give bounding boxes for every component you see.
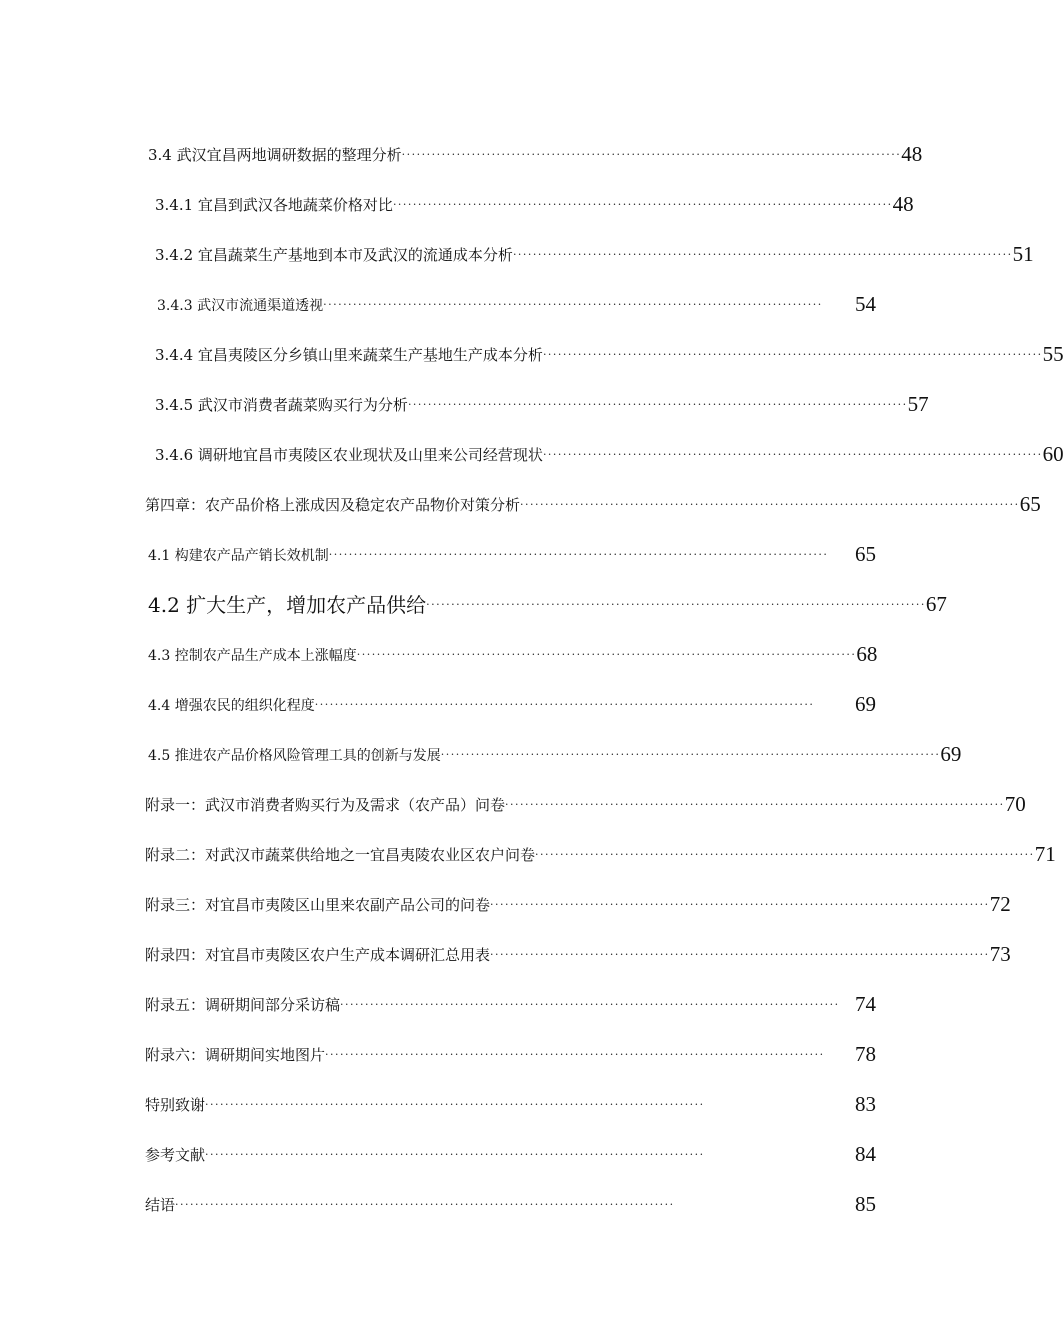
toc-entry-title: 3.4.6 调研地宜昌市夷陵区农业现状及山里来公司经营现状 bbox=[155, 446, 543, 464]
toc-entry bbox=[155, 336, 1064, 366]
toc-leader-dots: ···································································································· bbox=[535, 848, 1035, 861]
toc-entry-page: 69 bbox=[940, 742, 962, 766]
toc-entry bbox=[148, 136, 923, 166]
toc-leader-dots: ···································································································· bbox=[323, 298, 823, 311]
toc-entry bbox=[145, 786, 1026, 816]
toc-leader-dots: ···································································································· bbox=[392, 198, 893, 211]
toc-entry-page: 60 bbox=[1042, 442, 1064, 466]
toc-entry-title: 3.4.5 武汉市消费者蔬菜购买行为分析 bbox=[155, 396, 408, 414]
toc-entry-page: 48 bbox=[892, 192, 914, 216]
toc-entry bbox=[155, 436, 1064, 466]
toc-entry-page: 65 bbox=[855, 542, 876, 566]
toc-leader-dots: ···································································································· bbox=[328, 548, 829, 561]
toc-entry-title: 3.4.4 宜昌夷陵区分乡镇山里来蔬菜生产基地生产成本分析 bbox=[155, 346, 543, 364]
toc-entry-page: 68 bbox=[856, 642, 878, 666]
toc-entry bbox=[145, 986, 876, 1016]
toc-entry bbox=[148, 586, 947, 617]
toc-entry bbox=[148, 686, 876, 716]
toc-entry-page: 54 bbox=[855, 292, 876, 316]
toc-entry bbox=[145, 1086, 876, 1116]
toc-entry-page: 72 bbox=[989, 892, 1011, 916]
toc-entry bbox=[148, 536, 876, 566]
toc-entry-title: 附录三：对宜昌市夷陵区山里来农副产品公司的问卷 bbox=[145, 896, 491, 914]
toc-entry-title: 4.5 推进农产品价格风险管理工具的创新与发展 bbox=[148, 748, 441, 764]
toc-entry-page: 51 bbox=[1012, 242, 1034, 266]
toc-leader-dots: ···································································································· bbox=[356, 648, 857, 661]
toc-entry-title: 3.4.1 宜昌到武汉各地蔬菜价格对比 bbox=[155, 196, 393, 214]
toc-entry-title: 附录二：对武汉市蔬菜供给地之一宜昌夷陵农业区农户问卷 bbox=[145, 846, 536, 864]
toc-entry-page: 73 bbox=[989, 942, 1011, 966]
toc-entry bbox=[148, 736, 962, 766]
toc-entry bbox=[155, 236, 1034, 266]
toc-entry-title: 3.4.3 武汉市流通渠道透视 bbox=[157, 298, 324, 314]
toc-entry-page: 85 bbox=[855, 1192, 876, 1216]
toc-entry-title: 附录四：对宜昌市夷陵区农户生产成本调研汇总用表 bbox=[145, 946, 491, 964]
toc-entry bbox=[145, 1136, 876, 1166]
toc-leader-dots: ···································································································· bbox=[512, 248, 1013, 261]
toc-entry-page: 78 bbox=[855, 1042, 876, 1066]
toc-entry bbox=[148, 636, 876, 666]
toc-leader-dots: ···································································································· bbox=[542, 448, 1043, 461]
toc-leader-dots: ···································································································· bbox=[340, 998, 840, 1011]
toc-entry-page: 67 bbox=[925, 592, 947, 616]
toc-leader-dots: ···································································································· bbox=[426, 598, 926, 611]
toc-leader-dots: ···································································································· bbox=[542, 348, 1043, 361]
toc-entry bbox=[145, 1186, 876, 1216]
toc-leader-dots: ···································································································· bbox=[314, 698, 815, 711]
toc-entry-title: 结语 bbox=[145, 1196, 176, 1214]
toc-entry-page: 74 bbox=[855, 992, 876, 1016]
toc-leader-dots: ···································································································· bbox=[175, 1198, 675, 1211]
toc-entry-title: 附录一：武汉市消费者购买行为及需求（农产品）问卷 bbox=[145, 796, 506, 814]
toc-leader-dots: ···································································································· bbox=[520, 498, 1020, 511]
toc-entry bbox=[155, 386, 929, 416]
toc-entry-title: 4.1 构建农产品产销长效机制 bbox=[148, 548, 329, 564]
toc-entry bbox=[155, 186, 914, 216]
toc-entry bbox=[145, 886, 1011, 916]
toc-entry-title: 3.4 武汉宜昌两地调研数据的整理分析 bbox=[148, 146, 402, 164]
toc-entry-page: 55 bbox=[1042, 342, 1064, 366]
toc-entry-title: 特别致谢 bbox=[145, 1096, 206, 1114]
toc-entry-page: 69 bbox=[855, 692, 876, 716]
toc-leader-dots: ···································································································· bbox=[205, 1148, 705, 1161]
toc-entry-title: 附录六：调研期间实地图片 bbox=[145, 1046, 326, 1064]
toc-entry-page: 57 bbox=[907, 392, 929, 416]
toc-entry bbox=[157, 286, 876, 316]
toc-entry-title: 4.3 控制农产品生产成本上涨幅度 bbox=[148, 648, 357, 664]
toc-entry-title: 参考文献 bbox=[145, 1146, 206, 1164]
toc-entry-page: 84 bbox=[855, 1142, 876, 1166]
toc-entry-title: 3.4.2 宜昌蔬菜生产基地到本市及武汉的流通成本分析 bbox=[155, 246, 513, 264]
toc-leader-dots: ···································································································· bbox=[205, 1098, 705, 1111]
toc-entry-title: 附录五：调研期间部分采访稿 bbox=[145, 996, 341, 1014]
toc-entry-page: 48 bbox=[901, 142, 923, 166]
toc-entry-page: 71 bbox=[1034, 842, 1056, 866]
toc-entry bbox=[145, 1036, 876, 1066]
toc-entry-title: 4.4 增强农民的组织化程度 bbox=[148, 698, 315, 714]
toc-entry bbox=[145, 486, 1041, 516]
toc-leader-dots: ···································································································· bbox=[505, 798, 1005, 811]
toc-leader-dots: ···································································································· bbox=[325, 1048, 825, 1061]
toc-entry-page: 65 bbox=[1019, 492, 1041, 516]
toc-entry-page: 83 bbox=[855, 1092, 876, 1116]
toc-leader-dots: ···································································································· bbox=[490, 948, 990, 961]
toc-leader-dots: ···································································································· bbox=[401, 148, 902, 161]
toc-entry-title: 4.2 扩大生产，增加农产品供给 bbox=[148, 593, 427, 617]
toc-entry bbox=[145, 836, 1056, 866]
toc-entry-title: 第四章：农产品价格上涨成因及稳定农产品物价对策分析 bbox=[145, 496, 521, 514]
toc-leader-dots: ···································································································· bbox=[440, 748, 941, 761]
toc-leader-dots: ···································································································· bbox=[407, 398, 908, 411]
toc-entry-page: 70 bbox=[1004, 792, 1026, 816]
toc-leader-dots: ···································································································· bbox=[490, 898, 990, 911]
toc-entry bbox=[145, 936, 1011, 966]
